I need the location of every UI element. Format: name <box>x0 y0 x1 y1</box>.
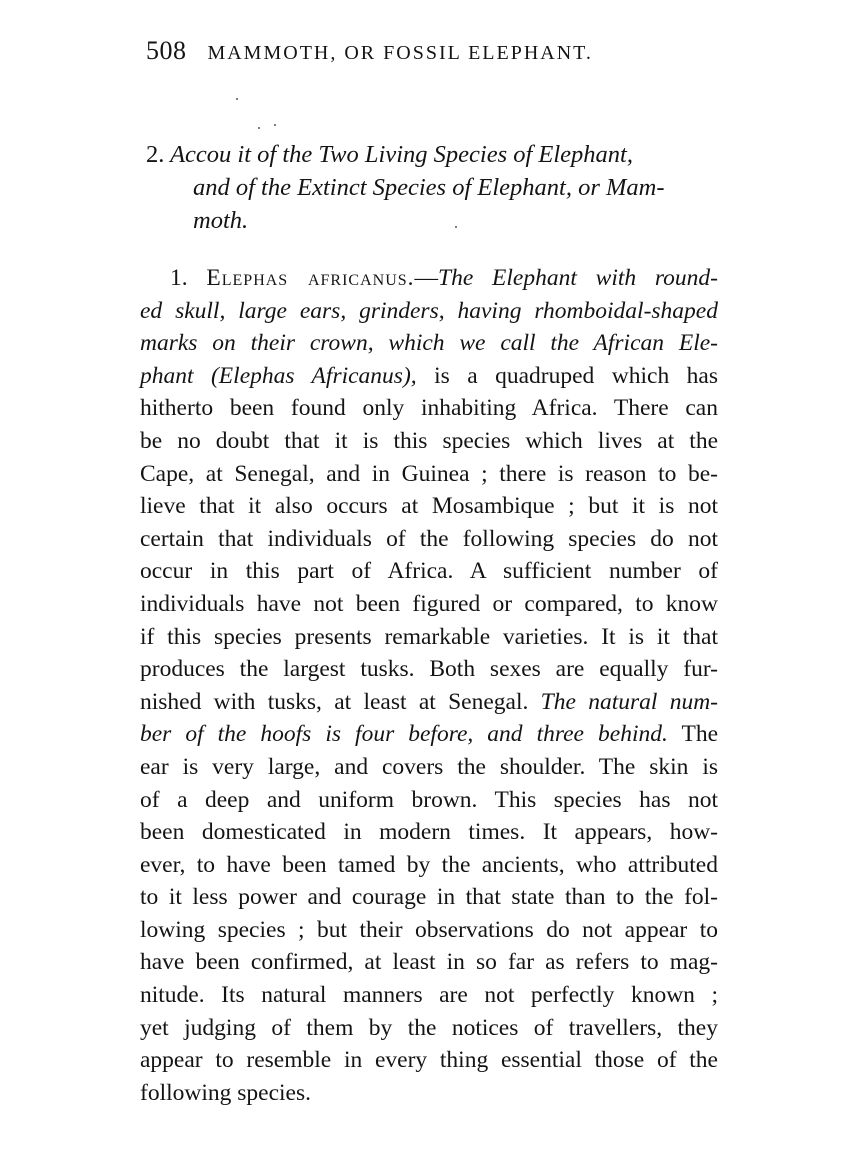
roman-text: ever, to have been tamed by the ancients, who attributed <box>140 851 718 878</box>
species-name: Elephas africanus. <box>206 265 415 291</box>
roman-text: Cape, at Senegal, and in Guinea ; there is reason to be- <box>140 460 718 487</box>
paragraph-line <box>140 979 718 1012</box>
roman-text: of a deep and uniform brown. This species has not <box>140 786 718 813</box>
paragraph-line <box>140 621 718 654</box>
running-title: MAMMOTH, OR FOSSIL ELEPHANT. <box>207 42 593 64</box>
paragraph-line <box>140 784 718 817</box>
roman-text: ear is very large, and covers the shoulder. The skin is <box>140 753 718 780</box>
paragraph-line <box>140 946 718 979</box>
heading-line: moth. <box>193 207 249 234</box>
roman-text: if this species presents remarkable varieties. It is it that <box>140 623 718 650</box>
paragraph-line <box>140 327 718 360</box>
roman-text: have been confirmed, at least in so far as refers to mag- <box>140 949 718 976</box>
roman-text: nished with tusks, at least at Senegal. <box>140 688 541 715</box>
roman-text: nitude. Its natural manners are not perfectly known ; <box>140 982 718 1009</box>
roman-text: yet judging of them by the notices of travellers, they <box>140 1014 718 1041</box>
paragraph <box>140 262 718 1109</box>
heading-line-text: Accou it of the Two Living Species of Elephant, <box>170 141 633 168</box>
roman-text: produces the largest tusks. Both sexes are equally fur- <box>140 656 718 683</box>
roman-text: hitherto been found only inhabiting Africa. There can <box>140 395 718 422</box>
paragraph-line <box>140 1044 718 1077</box>
roman-text: lieve that it also occurs at Mosambique ; but it is not <box>140 493 718 520</box>
paragraph-line <box>140 718 718 751</box>
paragraph-line <box>140 523 718 556</box>
paragraph-number: 1. <box>170 265 188 291</box>
paragraph-line <box>140 1012 718 1045</box>
paragraph-line <box>140 295 718 328</box>
roman-text: appear to resemble in every thing essential those of the <box>140 1047 718 1074</box>
section-number: 2. <box>146 141 165 168</box>
italic-text: The natural num- <box>540 688 718 715</box>
paragraph-line <box>140 881 718 914</box>
paragraph-line <box>140 653 718 686</box>
roman-text: been domesticated in modern times. It appears, how- <box>140 819 718 846</box>
roman-text: is a quadruped which has <box>416 362 718 389</box>
heading-line <box>146 138 721 171</box>
heading-line: and of the Extinct Species of Elephant, or Mam- <box>193 174 665 201</box>
print-speck <box>236 98 238 100</box>
paragraph-line <box>140 914 718 947</box>
roman-text: individuals have not been figured or compared, to know <box>140 590 718 617</box>
section-heading <box>146 138 721 237</box>
page-number: 508 <box>146 36 187 65</box>
paragraph-line <box>140 686 718 719</box>
paragraph-line <box>140 262 718 295</box>
paragraph-line <box>140 425 718 458</box>
paragraph-line <box>140 1077 718 1110</box>
roman-text: lowing species ; but their observations do not appear to <box>140 916 718 943</box>
print-speck <box>258 127 260 129</box>
italic-text: marks on their crown, which we call the African Ele- <box>140 330 718 357</box>
paragraph-line <box>140 360 718 393</box>
paragraph-line <box>140 555 718 588</box>
running-head <box>146 36 746 66</box>
italic-text: The Elephant with round- <box>438 265 718 291</box>
paragraph-line <box>140 490 718 523</box>
italic-text: ed skull, large ears, grinders, having rhomboidal-shaped <box>140 297 718 324</box>
roman-text: following species. <box>140 1079 311 1106</box>
italic-text: ber of the hoofs is four before, and three behind. <box>140 721 668 748</box>
paragraph-line <box>140 588 718 621</box>
dash: — <box>414 265 439 291</box>
paragraph-line <box>140 458 718 491</box>
roman-text: to it less power and courage in that state than to the fol- <box>140 884 718 911</box>
paragraph-line <box>140 816 718 849</box>
paragraph-line <box>140 751 718 784</box>
roman-text: be no doubt that it is this species which lives at the <box>140 427 718 454</box>
print-speck <box>274 124 276 126</box>
roman-text: certain that individuals of the following species do not <box>140 525 718 552</box>
paragraph-line <box>140 849 718 882</box>
roman-text: The <box>667 721 718 748</box>
paragraph-line <box>140 392 718 425</box>
roman-text: occur in this part of Africa. A sufficient number of <box>140 558 718 585</box>
italic-text: phant (Elephas Africanus), <box>140 362 417 389</box>
